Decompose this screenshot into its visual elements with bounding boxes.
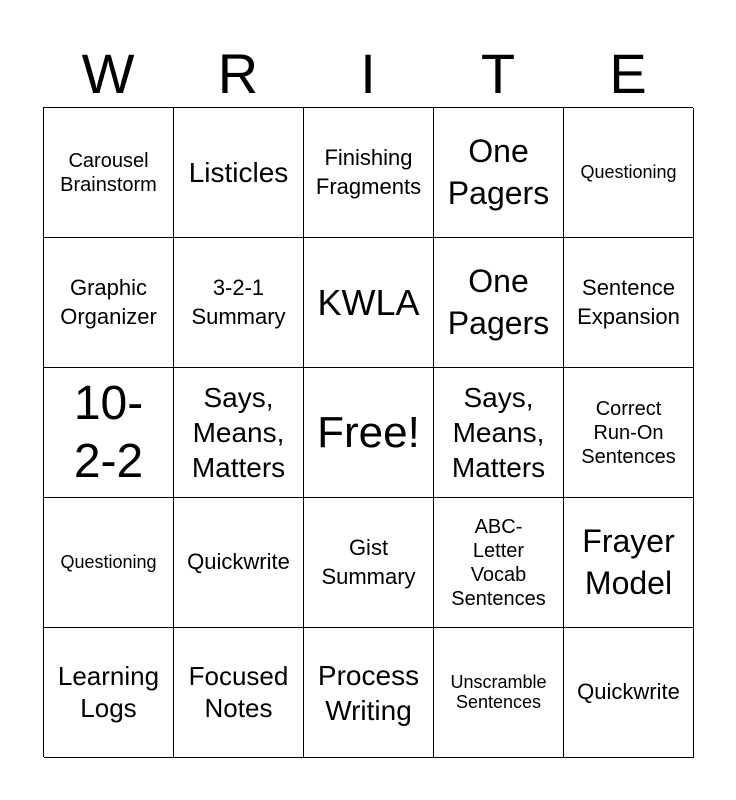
cell-label: Says, Means, Matters	[191, 382, 286, 483]
cell-label: Quickwrite	[187, 549, 290, 575]
free-space-cell[interactable]	[304, 368, 434, 498]
cell-label: ABC- Letter Vocab Sentences	[451, 515, 546, 610]
bingo-cell[interactable]	[304, 628, 434, 758]
bingo-cell[interactable]	[304, 238, 434, 368]
bingo-header	[43, 40, 693, 108]
bingo-cell[interactable]	[434, 628, 564, 758]
header-letter-r: R	[217, 42, 259, 105]
bingo-cell[interactable]	[174, 628, 304, 758]
cell-label: Graphic Organizer	[60, 274, 157, 329]
header-letter-t: T	[480, 42, 516, 105]
cell-label: Focused Notes	[188, 661, 289, 723]
cell-label: Questioning	[580, 161, 677, 182]
cell-label: 10- 2-2	[73, 376, 144, 488]
cell-label: Unscramble Sentences	[450, 671, 547, 712]
bingo-cell[interactable]	[304, 108, 434, 238]
cell-label: Says, Means, Matters	[451, 382, 546, 483]
bingo-cell[interactable]	[44, 368, 174, 498]
bingo-cell[interactable]	[564, 108, 694, 238]
bingo-cell[interactable]	[564, 238, 694, 368]
header-letter-e: E	[609, 42, 647, 105]
bingo-cell[interactable]	[44, 108, 174, 238]
bingo-board	[43, 107, 693, 757]
cell-label: One Pagers	[447, 132, 550, 211]
bingo-cell[interactable]	[434, 238, 564, 368]
cell-label: Quickwrite	[577, 679, 680, 705]
bingo-cell[interactable]	[44, 628, 174, 758]
bingo-cell[interactable]	[174, 238, 304, 368]
cell-label: Gist Summary	[321, 534, 416, 589]
bingo-cell[interactable]	[434, 368, 564, 498]
cell-label: Process Writing	[317, 659, 420, 726]
cell-label: KWLA	[317, 281, 420, 323]
bingo-cell[interactable]	[434, 498, 564, 628]
header-letter-i: I	[360, 42, 376, 105]
bingo-cell[interactable]	[44, 498, 174, 628]
cell-label: Questioning	[60, 551, 157, 572]
bingo-cell[interactable]	[174, 368, 304, 498]
cell-label: Frayer Model	[582, 522, 675, 601]
cell-label: Correct Run-On Sentences	[581, 397, 676, 468]
bingo-cell[interactable]	[304, 498, 434, 628]
bingo-cell[interactable]	[564, 628, 694, 758]
cell-label: Finishing Fragments	[315, 144, 422, 199]
bingo-cell[interactable]	[564, 498, 694, 628]
bingo-cell[interactable]	[174, 498, 304, 628]
header-letter-w: W	[81, 42, 135, 105]
cell-label: Sentence Expansion	[577, 274, 680, 329]
bingo-cell[interactable]	[434, 108, 564, 238]
bingo-cell[interactable]	[44, 238, 174, 368]
cell-label: Free!	[317, 407, 420, 457]
bingo-cell[interactable]	[564, 368, 694, 498]
cell-label: Learning Logs	[57, 661, 160, 723]
cell-label: Listicles	[188, 157, 289, 188]
bingo-cell[interactable]	[174, 108, 304, 238]
cell-label: 3-2-1 Summary	[191, 274, 286, 329]
cell-label: One Pagers	[447, 262, 550, 341]
cell-label: Carousel Brainstorm	[60, 149, 157, 196]
